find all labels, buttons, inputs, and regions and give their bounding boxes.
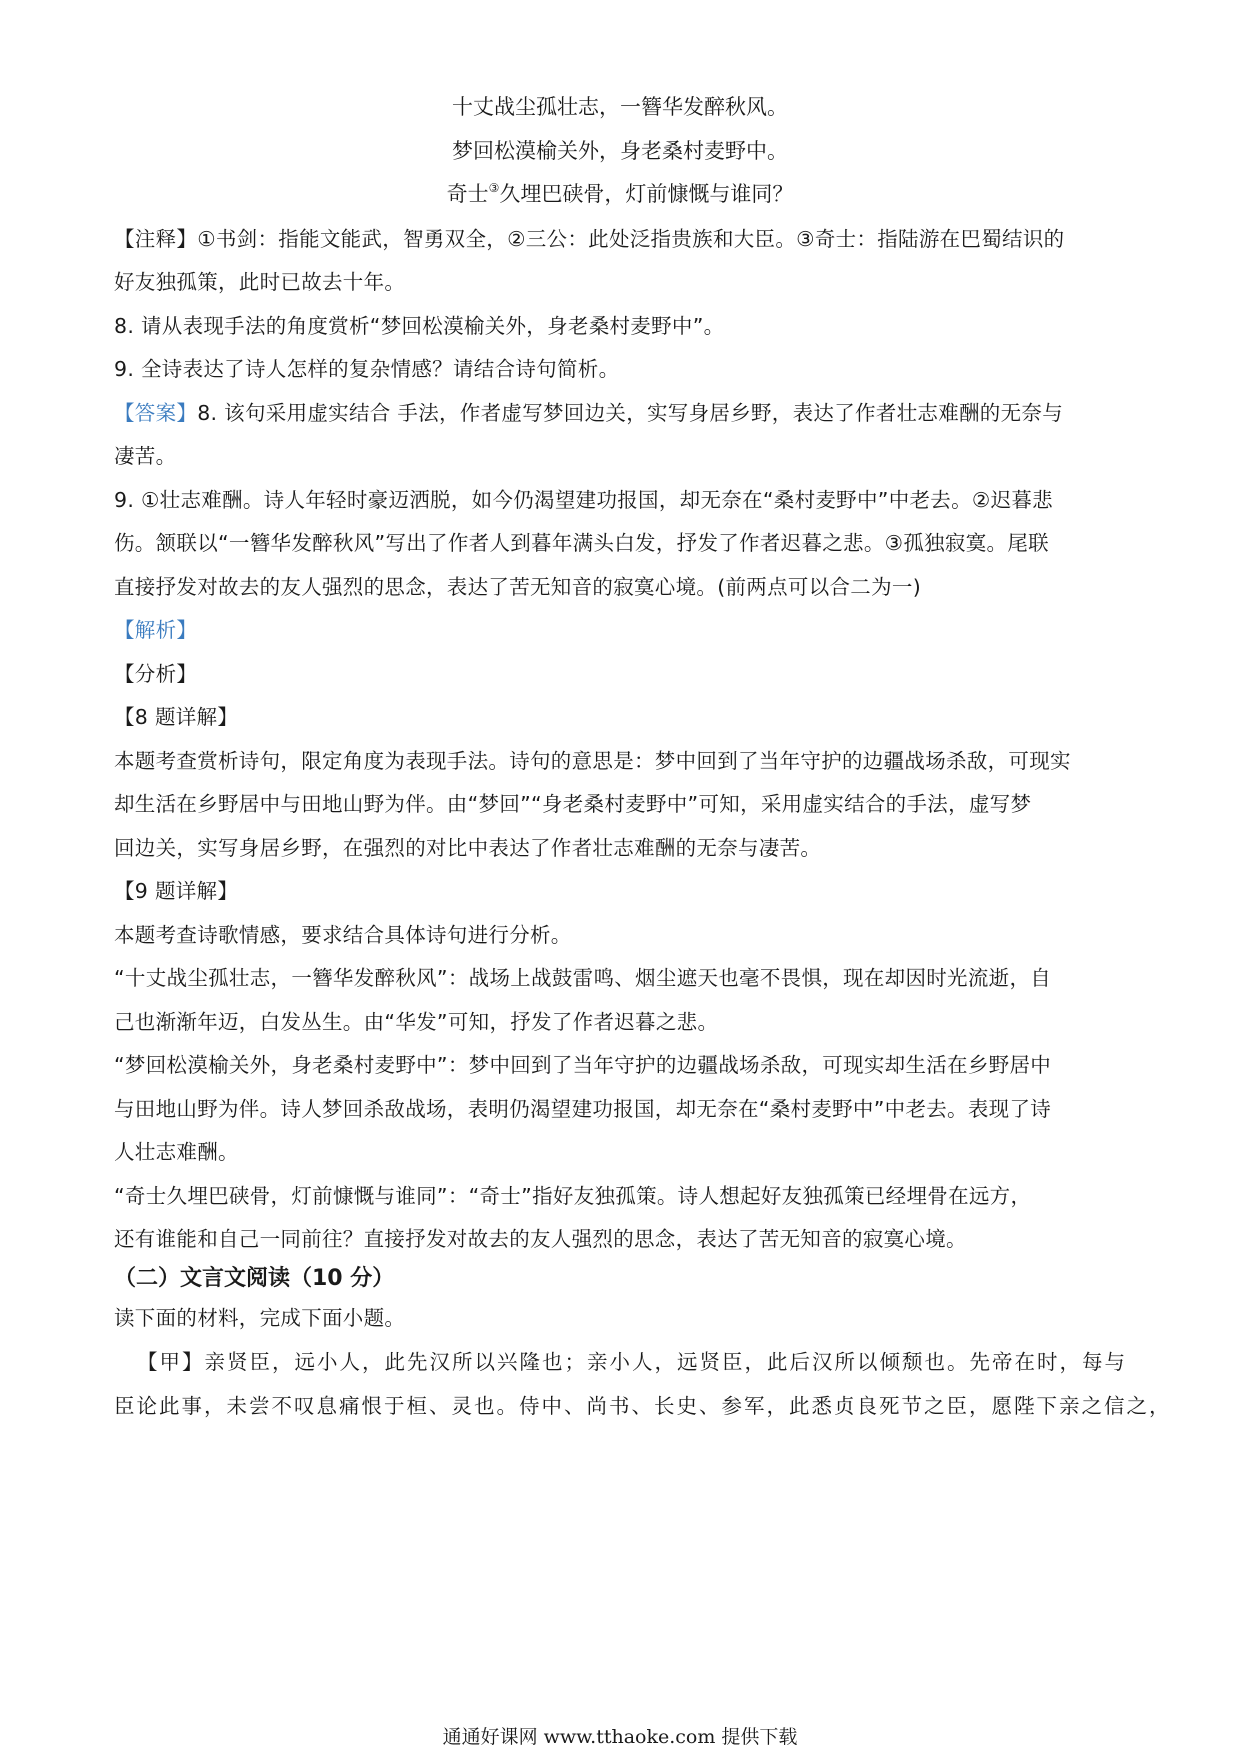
answer-9-line-1: 9. ①壮志难酬。诗人年轻时豪迈洒脱，如今仍渴望建功报国，却无奈在“桑村麦野中”中老去。②迟暮悲 xyxy=(114,488,1053,512)
fenxi-label: 【分析】 xyxy=(114,662,198,686)
q8-detail-title: 【8 题详解】 xyxy=(114,705,239,729)
answer-8-text: 8. 该句采用虚实结合 手法，作者虚写梦回边关，实写身居乡野，表达了作者壮志难酬的无奈与 xyxy=(197,401,1063,425)
q9-detail-line-1: 本题考查诗歌情感，要求结合具体诗句进行分析。 xyxy=(114,923,572,947)
section-heading: （二）文言文阅读（10 分） xyxy=(114,1266,395,1291)
question-8: 8. 请从表现手法的角度赏析“梦回松漠榆关外，身老桑村麦野中”。 xyxy=(114,314,725,338)
q9-detail-line-7: “奇士久埋巴硖骨，灯前慷慨与谁同”：“奇士”指好友独孤策。诗人想起好友独孤策已经埋骨在远方， xyxy=(114,1184,1032,1208)
answer-9-line-3: 直接抒发对故去的友人强烈的思念，表达了苦无知音的寂寞心境。(前两点可以合二为一) xyxy=(114,575,921,599)
footer-credit: 通通好课网 www.tthaoke.com 提供下载 xyxy=(442,1726,798,1748)
q9-detail-line-2: “十丈战尘孤壮志，一簪华发醉秋风”：战场上战鼓雷鸣、烟尘遮天也毫不畏惧，现在却因时光流逝，自 xyxy=(114,966,1052,990)
question-9: 9. 全诗表达了诗人怎样的复杂情感？请结合诗句简析。 xyxy=(114,357,620,381)
poem-line-2: 梦回松漠榆关外，身老桑村麦野中。 xyxy=(452,139,788,163)
q9-detail-title: 【9 题详解】 xyxy=(114,879,239,903)
answer-label: 【答案】 xyxy=(114,401,198,425)
q9-detail-line-4: “梦回松漠榆关外，身老桑村麦野中”：梦中回到了当年守护的边疆战场杀敌，可现实却生活在乡野居中 xyxy=(114,1053,1052,1077)
notes-line-2: 好友独孤策，此时已故去十年。 xyxy=(114,270,406,294)
answer-9-line-2: 伤。颔联以“一簪华发醉秋风”写出了作者人到暮年满头白发，抒发了作者迟暮之悲。③孤独寂寞。尾联 xyxy=(114,531,1049,555)
analysis-label: 【解析】 xyxy=(114,618,198,642)
poem-line-3-start: 奇士 xyxy=(446,182,489,206)
section-instruction: 读下面的材料，完成下面小题。 xyxy=(114,1306,406,1330)
notes-line-1: 【注释】①书剑：指能文能武，智勇双全，②三公：此处泛指贵族和大臣。③奇士：指陆游在巴蜀结识的 xyxy=(114,227,1065,251)
q8-detail-line-3: 回边关，实写身居乡野，在强烈的对比中表达了作者壮志难酬的无奈与凄苦。 xyxy=(114,836,822,860)
poem-line-3-end: 久埋巴硖骨，灯前慷慨与谁同？ xyxy=(499,182,794,206)
passage-line-1: 【甲】亲贤臣，远小人，此先汉所以兴隆也；亲小人，远贤臣，此后汉所以倾颓也。先帝在时，每与 xyxy=(137,1350,1127,1374)
footnote-marker: ③ xyxy=(488,181,500,195)
q8-detail-line-2: 却生活在乡野居中与田地山野为伴。由“梦回”“身老桑村麦野中”可知，采用虚实结合的手法，虚写梦 xyxy=(114,792,1032,816)
poem-line-3 xyxy=(0,179,1240,209)
q9-detail-line-3: 己也渐渐年迈，白发丛生。由“华发”可知，抒发了作者迟暮之悲。 xyxy=(114,1010,719,1034)
q9-detail-line-5: 与田地山野为伴。诗人梦回杀敌战场，表明仍渴望建功报国，却无奈在“桑村麦野中”中老去。表现了诗 xyxy=(114,1097,1052,1121)
poem-line-1: 十丈战尘孤壮志，一簪华发醉秋风。 xyxy=(452,95,788,119)
passage-line-2: 臣论此事，未尝不叹息痛恨于桓、灵也。侍中、尚书、长史、参军，此悉贞良死节之臣，愿陛下亲之信之， xyxy=(114,1394,1172,1418)
q8-detail-line-1: 本题考查赏析诗句，限定角度为表现手法。诗句的意思是：梦中回到了当年守护的边疆战场杀敌，可现实 xyxy=(114,749,1071,773)
answer-8-line-1 xyxy=(114,398,1063,428)
q9-detail-line-6: 人壮志难酬。 xyxy=(114,1140,239,1164)
q9-detail-line-8: 还有谁能和自己一同前往？直接抒发对故去的友人强烈的思念，表达了苦无知音的寂寞心境。 xyxy=(114,1227,967,1251)
answer-8-line-2: 凄苦。 xyxy=(114,444,177,468)
